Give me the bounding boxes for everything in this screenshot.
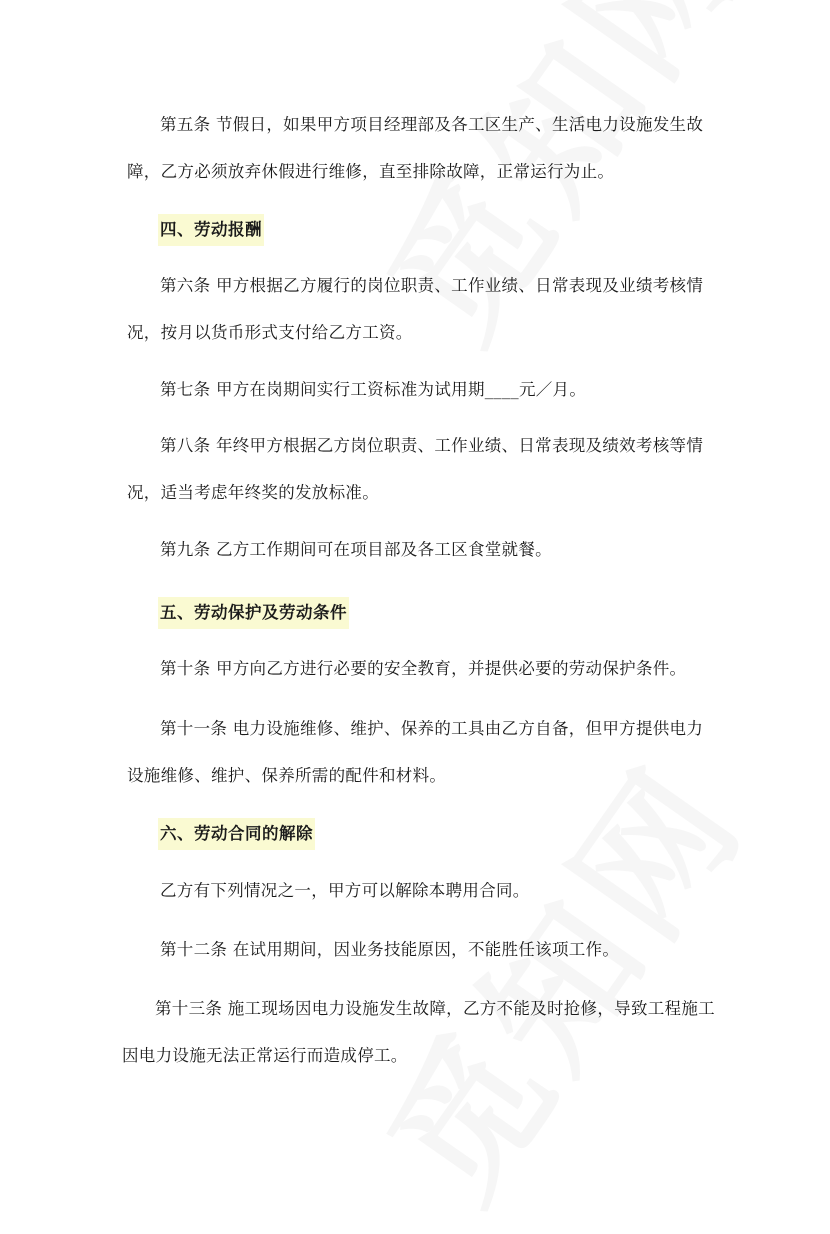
article-11: 第十一条 电力设施维修、维护、保养的工具由乙方自备，但甲方提供电力设施维修、维护、保养所需的配件和材料。 (127, 719, 704, 785)
article-13: 第十三条 施工现场因电力设施发生故障，乙方不能及时抢修，导致工程施工因电力设施无法正常运行而造成停工。 (122, 999, 715, 1065)
article-10: 第十条 甲方向乙方进行必要的安全教育，并提供必要的劳动保护条件。 (160, 659, 687, 678)
article-12: 第十二条 在试用期间，因业务技能原因，不能胜任该项工作。 (160, 940, 620, 959)
article-6: 第六条 甲方根据乙方履行的岗位职责、工作业绩、日常表现及业绩考核情况，按月以货币形式支付给乙方工资。 (127, 276, 704, 342)
article-8: 第八条 年终甲方根据乙方岗位职责、工作业绩、日常表现及绩效考核等情况，适当考虑年终奖的发放标准。 (127, 436, 704, 502)
article-5: 第五条 节假日，如果甲方项目经理部及各工区生产、生活电力设施发生故障，乙方必须放弃休假进行维修，直至排除故障，正常运行为止。 (127, 115, 704, 181)
article-9: 第九条 乙方工作期间可在项目部及各工区食堂就餐。 (160, 540, 552, 559)
section-heading-4: 四、劳动报酬 (158, 214, 264, 246)
termination-intro: 乙方有下列情况之一，甲方可以解除本聘用合同。 (160, 881, 530, 900)
section-heading-5: 五、劳动保护及劳动条件 (158, 597, 349, 629)
section-heading-6: 六、劳动合同的解除 (158, 818, 315, 850)
article-7: 第七条 甲方在岗期间实行工资标准为试用期____元／月。 (160, 380, 587, 399)
